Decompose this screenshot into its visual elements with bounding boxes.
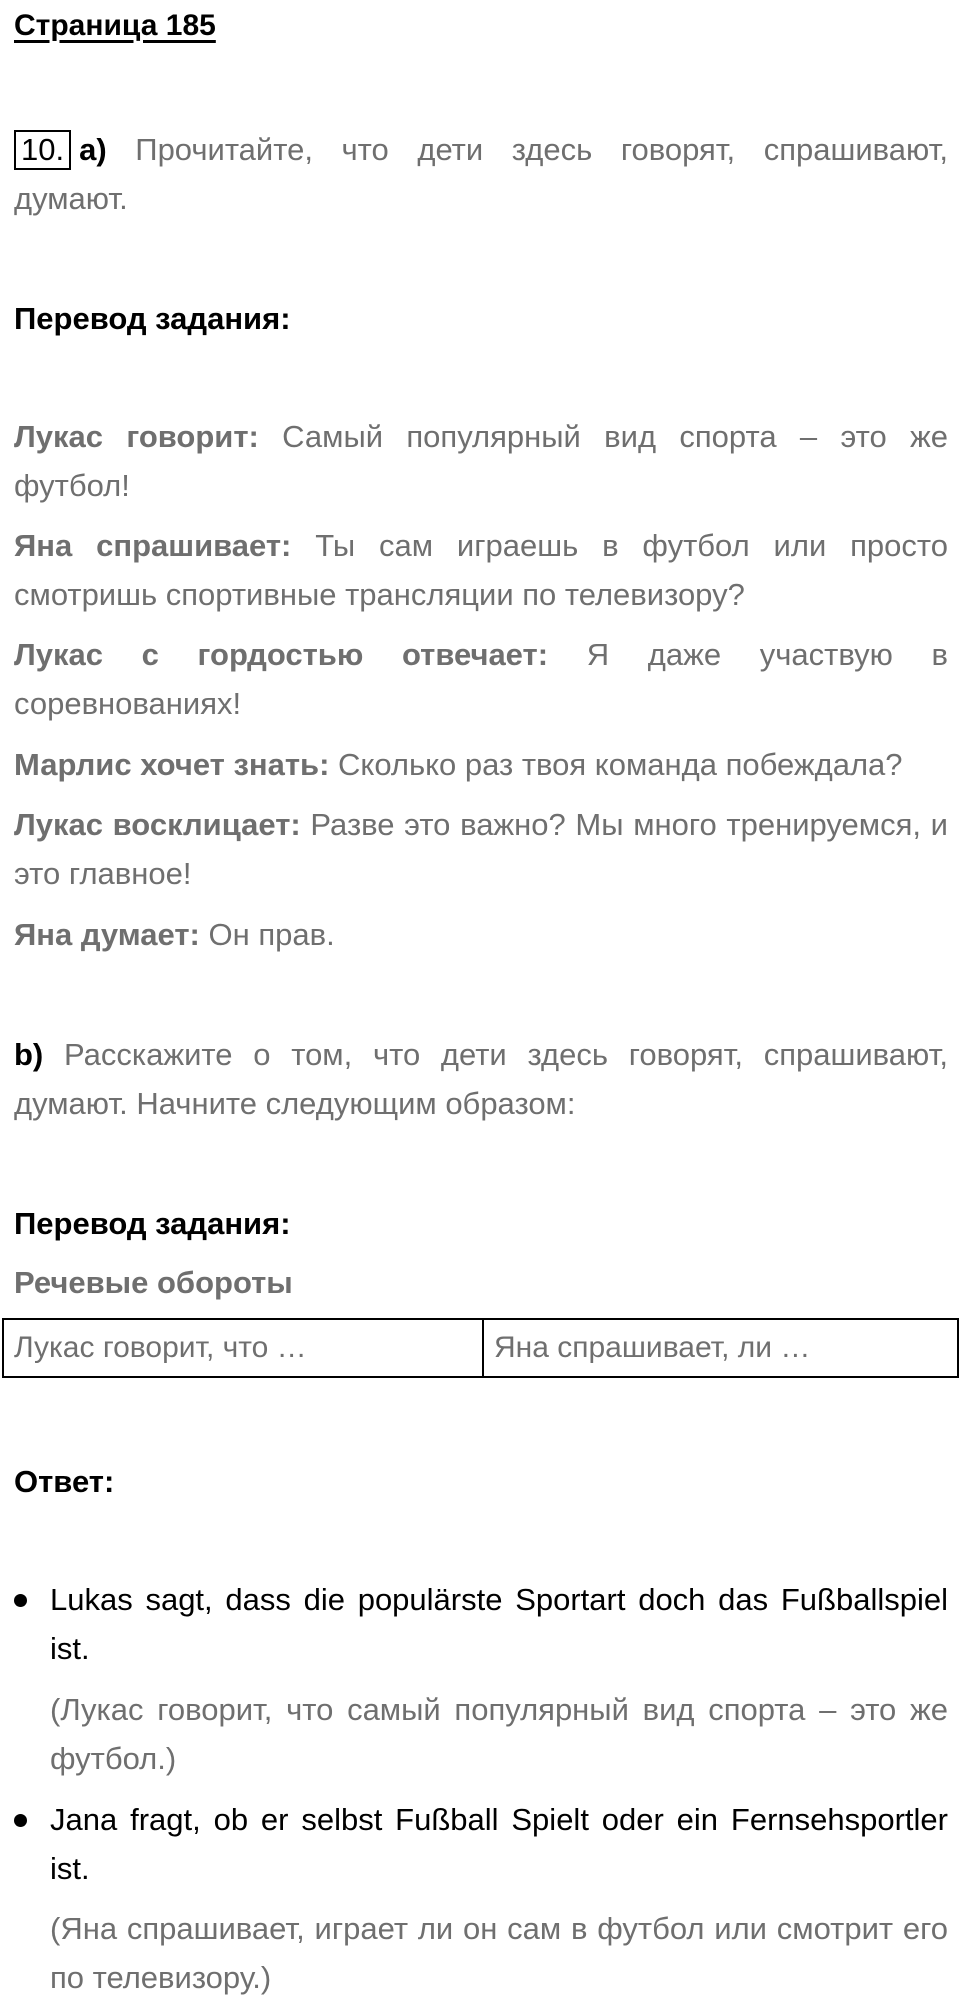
speaker: Марлис хочет знать:	[14, 747, 330, 782]
phrases-table	[2, 1318, 959, 1378]
dialogue-line-3	[14, 630, 948, 728]
task-b-instruction	[14, 1030, 948, 1128]
dialogue-line-5	[14, 800, 948, 898]
list-item	[14, 1795, 948, 1893]
utterance: Он прав.	[208, 917, 335, 952]
page-title: Страница 185	[14, 9, 216, 42]
task-a-label: a)	[79, 132, 107, 167]
answer-russian: (Яна спрашивает, играет ли он сам в футбол или смотрит его по телевизору.)	[50, 1911, 948, 1995]
dialogue-line-1	[14, 412, 948, 510]
task-b-label: b)	[14, 1037, 44, 1072]
task-a-text: Прочитайте, что дети здесь говорят, спрашивают, думают.	[14, 132, 948, 216]
speaker: Яна думает:	[14, 917, 200, 952]
speaker: Лукас с гордостью отвечает:	[14, 637, 549, 672]
answer-german: Lukas sagt, dass die populärste Sportart doch das Fußballspiel ist.	[50, 1582, 948, 1666]
dialogue-line-2	[14, 521, 948, 619]
utterance: Самый популярный вид спорта – это же футбол!	[14, 419, 948, 503]
utterance: Сколько раз твоя команда побеждала?	[338, 747, 903, 782]
speaker: Яна спрашивает:	[14, 528, 292, 563]
utterance: Ты сам играешь в футбол или просто смотришь спортивные трансляции по телевизору?	[14, 528, 948, 612]
translation-heading-2: Перевод задания:	[14, 1206, 291, 1241]
task-number-box: 10.	[14, 130, 71, 170]
utterance: Разве это важно? Мы много тренируемся, и это главное!	[14, 807, 948, 891]
task-a-instruction	[14, 125, 948, 223]
translation-heading-1: Перевод задания:	[14, 301, 291, 336]
speaker: Лукас восклицает:	[14, 807, 301, 842]
task-b-text: Расскажите о том, что дети здесь говорят, спрашивают, думают. Начните следующим образом:	[14, 1037, 948, 1121]
bullet-icon	[14, 1814, 27, 1827]
utterance: Я даже участвую в соревнованиях!	[14, 637, 948, 721]
answer-german: Jana fragt, ob er selbst Fußball Spielt oder ein Fernsehsportler ist.	[50, 1802, 948, 1886]
answer-translation	[14, 1904, 948, 2002]
bullet-icon	[14, 1594, 27, 1607]
table-cell: Лукас говорит, что …	[3, 1319, 483, 1377]
page-title-row	[14, 0, 948, 50]
phrases-heading: Речевые обороты	[14, 1265, 293, 1300]
table-row	[3, 1319, 958, 1377]
dialogue-line-6	[14, 910, 948, 959]
answer-russian: (Лукас говорит, что самый популярный вид спорта – это же футбол.)	[50, 1692, 948, 1776]
answer-heading: Ответ:	[14, 1464, 115, 1499]
speaker: Лукас говорит:	[14, 419, 259, 454]
answer-translation	[14, 1685, 948, 1783]
dialogue-line-4	[14, 740, 948, 789]
table-cell: Яна спрашивает, ли …	[483, 1319, 958, 1377]
list-item	[14, 1575, 948, 1673]
